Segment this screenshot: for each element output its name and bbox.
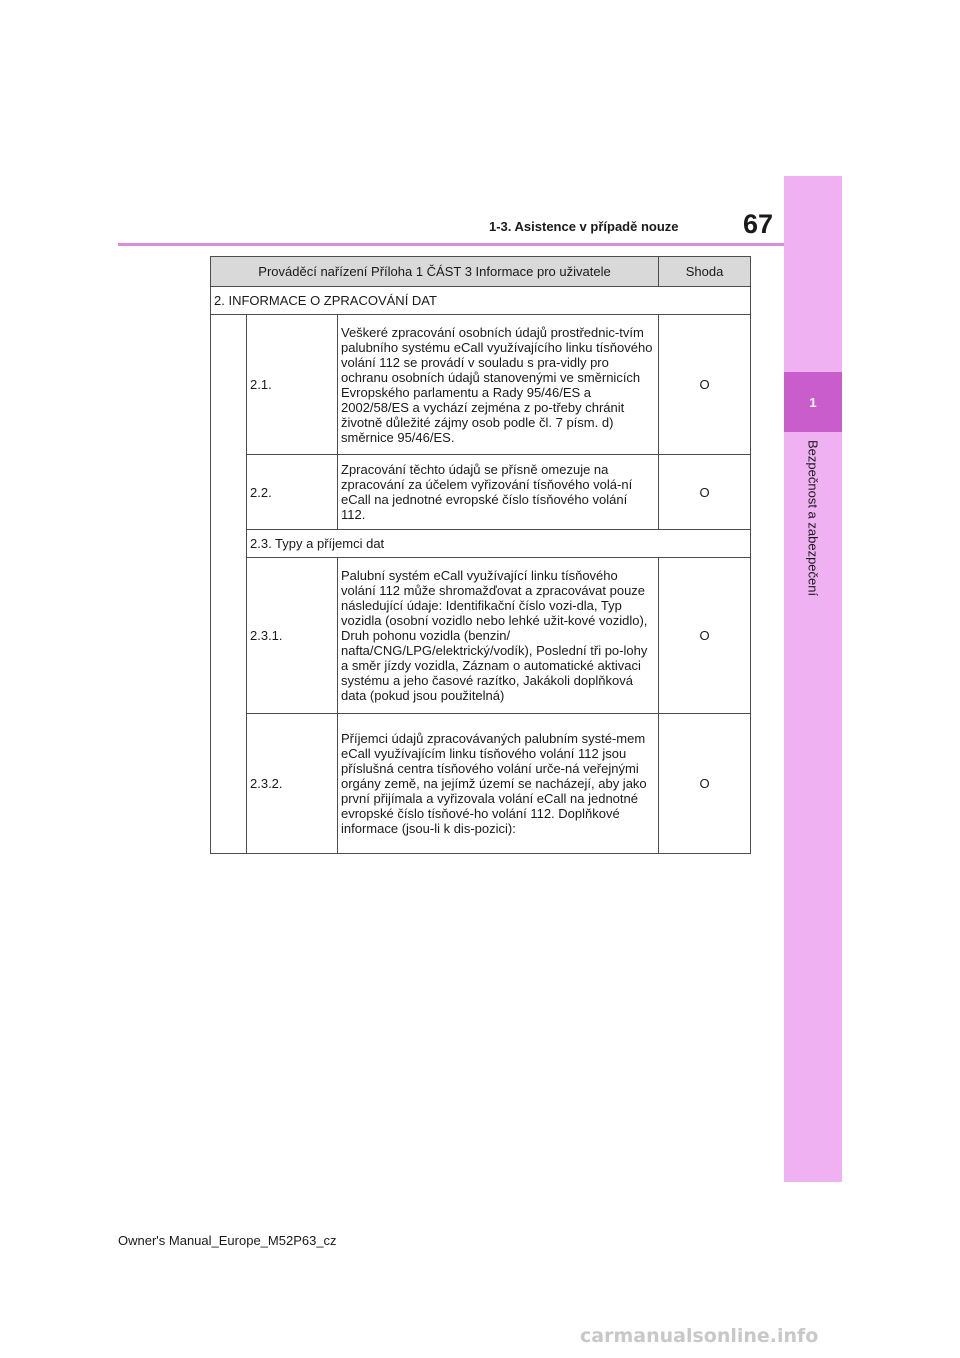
row-status: O bbox=[659, 315, 751, 455]
row-text: Příjemci údajů zpracovávaných palubním systé-mem eCall využívajícím linku tísňového volání 112 jsou příslušná centra tísňového volání urče-ná veřejnými orgány země, na jejímž území se nacházejí, aby jako první přijímala a vyřizovala volání eCall na jednotné evropské číslo tísňové-ho volání 112. Doplňkové informace (jsou-li k dis-pozici): bbox=[338, 714, 659, 854]
table-row bbox=[211, 315, 751, 455]
chapter-title-vertical bbox=[784, 440, 842, 630]
compliance-table bbox=[210, 256, 751, 854]
indent-cell bbox=[211, 315, 247, 854]
table-row bbox=[211, 558, 751, 714]
header-regulation: Prováděcí nařízení Příloha 1 ČÁST 3 Informace pro uživatele bbox=[211, 257, 659, 287]
watermark: carmanualsonline.info bbox=[580, 1325, 819, 1347]
chapter-number: 1 bbox=[809, 394, 817, 410]
row-text: Veškeré zpracování osobních údajů prostřednic-tvím palubního systému eCall využívajícího linku tísňového volání 112 se provádí v souladu s pra-vidly pro ochranu osobních údajů stanovenými ve směrnicích Evropského parlamentu a Rady 95/46/ES a 2002/58/ES a vychází zejména z po-třeby chránit životně důležité zájmy osob podle čl. 7 písm. d) směrnice 95/46/ES. bbox=[338, 315, 659, 455]
page-number: 67 bbox=[742, 209, 773, 239]
section-row bbox=[211, 287, 751, 315]
row-number: 2.3.2. bbox=[247, 714, 338, 854]
section-2-heading: 2. INFORMACE O ZPRACOVÁNÍ DAT bbox=[211, 287, 751, 315]
row-text: Palubní systém eCall využívající linku tísňového volání 112 může shromažďovat a zpracovávat pouze následující údaje: Identifikační číslo vozi-dla, Typ vozidla (osobní vozidlo nebo lehké užit-kové vozidlo), Druh pohonu vozidla (benzin/ nafta/CNG/LPG/elektrický/vodík), Poslední tři po-lohy a směr jízdy vozidla, Záznam o automatické aktivaci systému a jeho časové razítko, Jakákoli doplňková data (pokud jsou použitelná) bbox=[338, 558, 659, 714]
row-text: Zpracování těchto údajů se přísně omezuje na zpracování za účelem vyřizování tísňového volá-ní eCall na jednotné evropské číslo tísňového volání 112. bbox=[338, 455, 659, 530]
row-number: 2.1. bbox=[247, 315, 338, 455]
header-divider bbox=[118, 243, 784, 246]
row-number: 2.2. bbox=[247, 455, 338, 530]
row-status: O bbox=[659, 455, 751, 530]
chapter-number-tab bbox=[784, 372, 842, 432]
section-title: 1-3. Asistence v případě nouze bbox=[489, 219, 679, 234]
chapter-title: Bezpečnost a zabezpečení bbox=[805, 440, 821, 597]
section-2-3-heading: 2.3. Typy a příjemci dat bbox=[247, 530, 751, 558]
header-compliance: Shoda bbox=[659, 257, 751, 287]
table-row bbox=[211, 455, 751, 530]
row-status: O bbox=[659, 558, 751, 714]
row-status: O bbox=[659, 714, 751, 854]
section-row bbox=[211, 530, 751, 558]
table-header-row bbox=[211, 257, 751, 287]
row-number: 2.3.1. bbox=[247, 558, 338, 714]
footer-manual-id: Owner's Manual_Europe_M52P63_cz bbox=[118, 1233, 337, 1248]
chapter-side-strip bbox=[784, 176, 842, 1182]
table-row bbox=[211, 714, 751, 854]
